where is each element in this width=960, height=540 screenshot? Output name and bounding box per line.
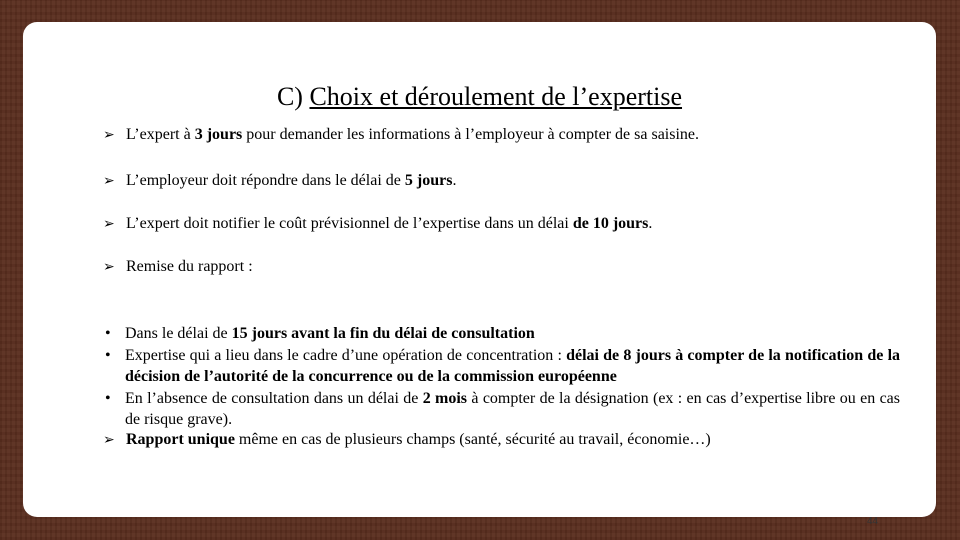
point-bold: 5 jours	[404, 172, 453, 189]
bullet-dot-icon: •	[105, 325, 111, 342]
list-item	[105, 388, 900, 431]
list-item	[105, 323, 900, 345]
bullet-list	[105, 323, 900, 431]
bullet-bold: délai de 8 jours à compter de la notification de la décision de l’autorité de la concurrence ou de la commission européenne	[125, 346, 901, 385]
point-text: L’expert doit notifier le coût prévisionnel de l’expertise dans un délai	[126, 215, 573, 232]
point-employer-response	[103, 172, 903, 190]
arrow-bullet-icon: ➢	[103, 260, 115, 275]
list-item	[105, 345, 900, 388]
point-text: L’expert à	[126, 126, 195, 143]
bullet-dot-icon: •	[105, 389, 111, 407]
arrow-bullet-icon: ➢	[103, 128, 115, 143]
bullet-text: Dans le délai de	[125, 325, 232, 342]
slide-title	[23, 82, 936, 112]
arrow-bullet-icon: ➢	[103, 433, 115, 448]
bullet-bold: 2 mois	[422, 389, 468, 407]
title-prefix: C)	[276, 82, 310, 111]
bullet-dot-icon: •	[105, 346, 111, 364]
arrow-bullet-icon: ➢	[103, 174, 115, 189]
point-text: .	[648, 215, 653, 232]
point-single-report	[103, 431, 903, 449]
point-report-delivery	[103, 258, 903, 276]
point-bold: Rapport unique	[126, 431, 235, 448]
point-text: L’employeur doit répondre dans le délai de	[126, 172, 405, 189]
bullet-text: En l’absence de consultation dans un délai de	[125, 389, 423, 407]
point-cost-notification	[103, 215, 903, 233]
point-text: pour demander les informations à l’employeur à compter de sa saisine.	[242, 126, 700, 143]
title-main: Choix et déroulement de l’expertise	[309, 82, 683, 111]
bullet-text: Expertise qui a lieu dans le cadre d’une opération de concentration :	[125, 346, 567, 364]
point-expert-request	[103, 126, 903, 144]
bullet-bold: 15 jours avant la fin du délai de consultation	[231, 325, 535, 342]
point-bold: 3 jours	[194, 126, 243, 143]
arrow-bullet-icon: ➢	[103, 217, 115, 232]
point-bold: de 10 jours	[572, 215, 649, 232]
bullet-text: à compter de la désignation (ex : en cas d’expertise libre ou en cas de risque grave).	[125, 389, 901, 428]
point-text: même en cas de plusieurs champs (santé, sécurité au travail, économie…)	[234, 431, 711, 448]
point-text: Remise du rapport :	[126, 258, 253, 275]
slide	[23, 22, 936, 527]
point-text: .	[452, 172, 457, 189]
page-number: 44	[867, 516, 879, 527]
